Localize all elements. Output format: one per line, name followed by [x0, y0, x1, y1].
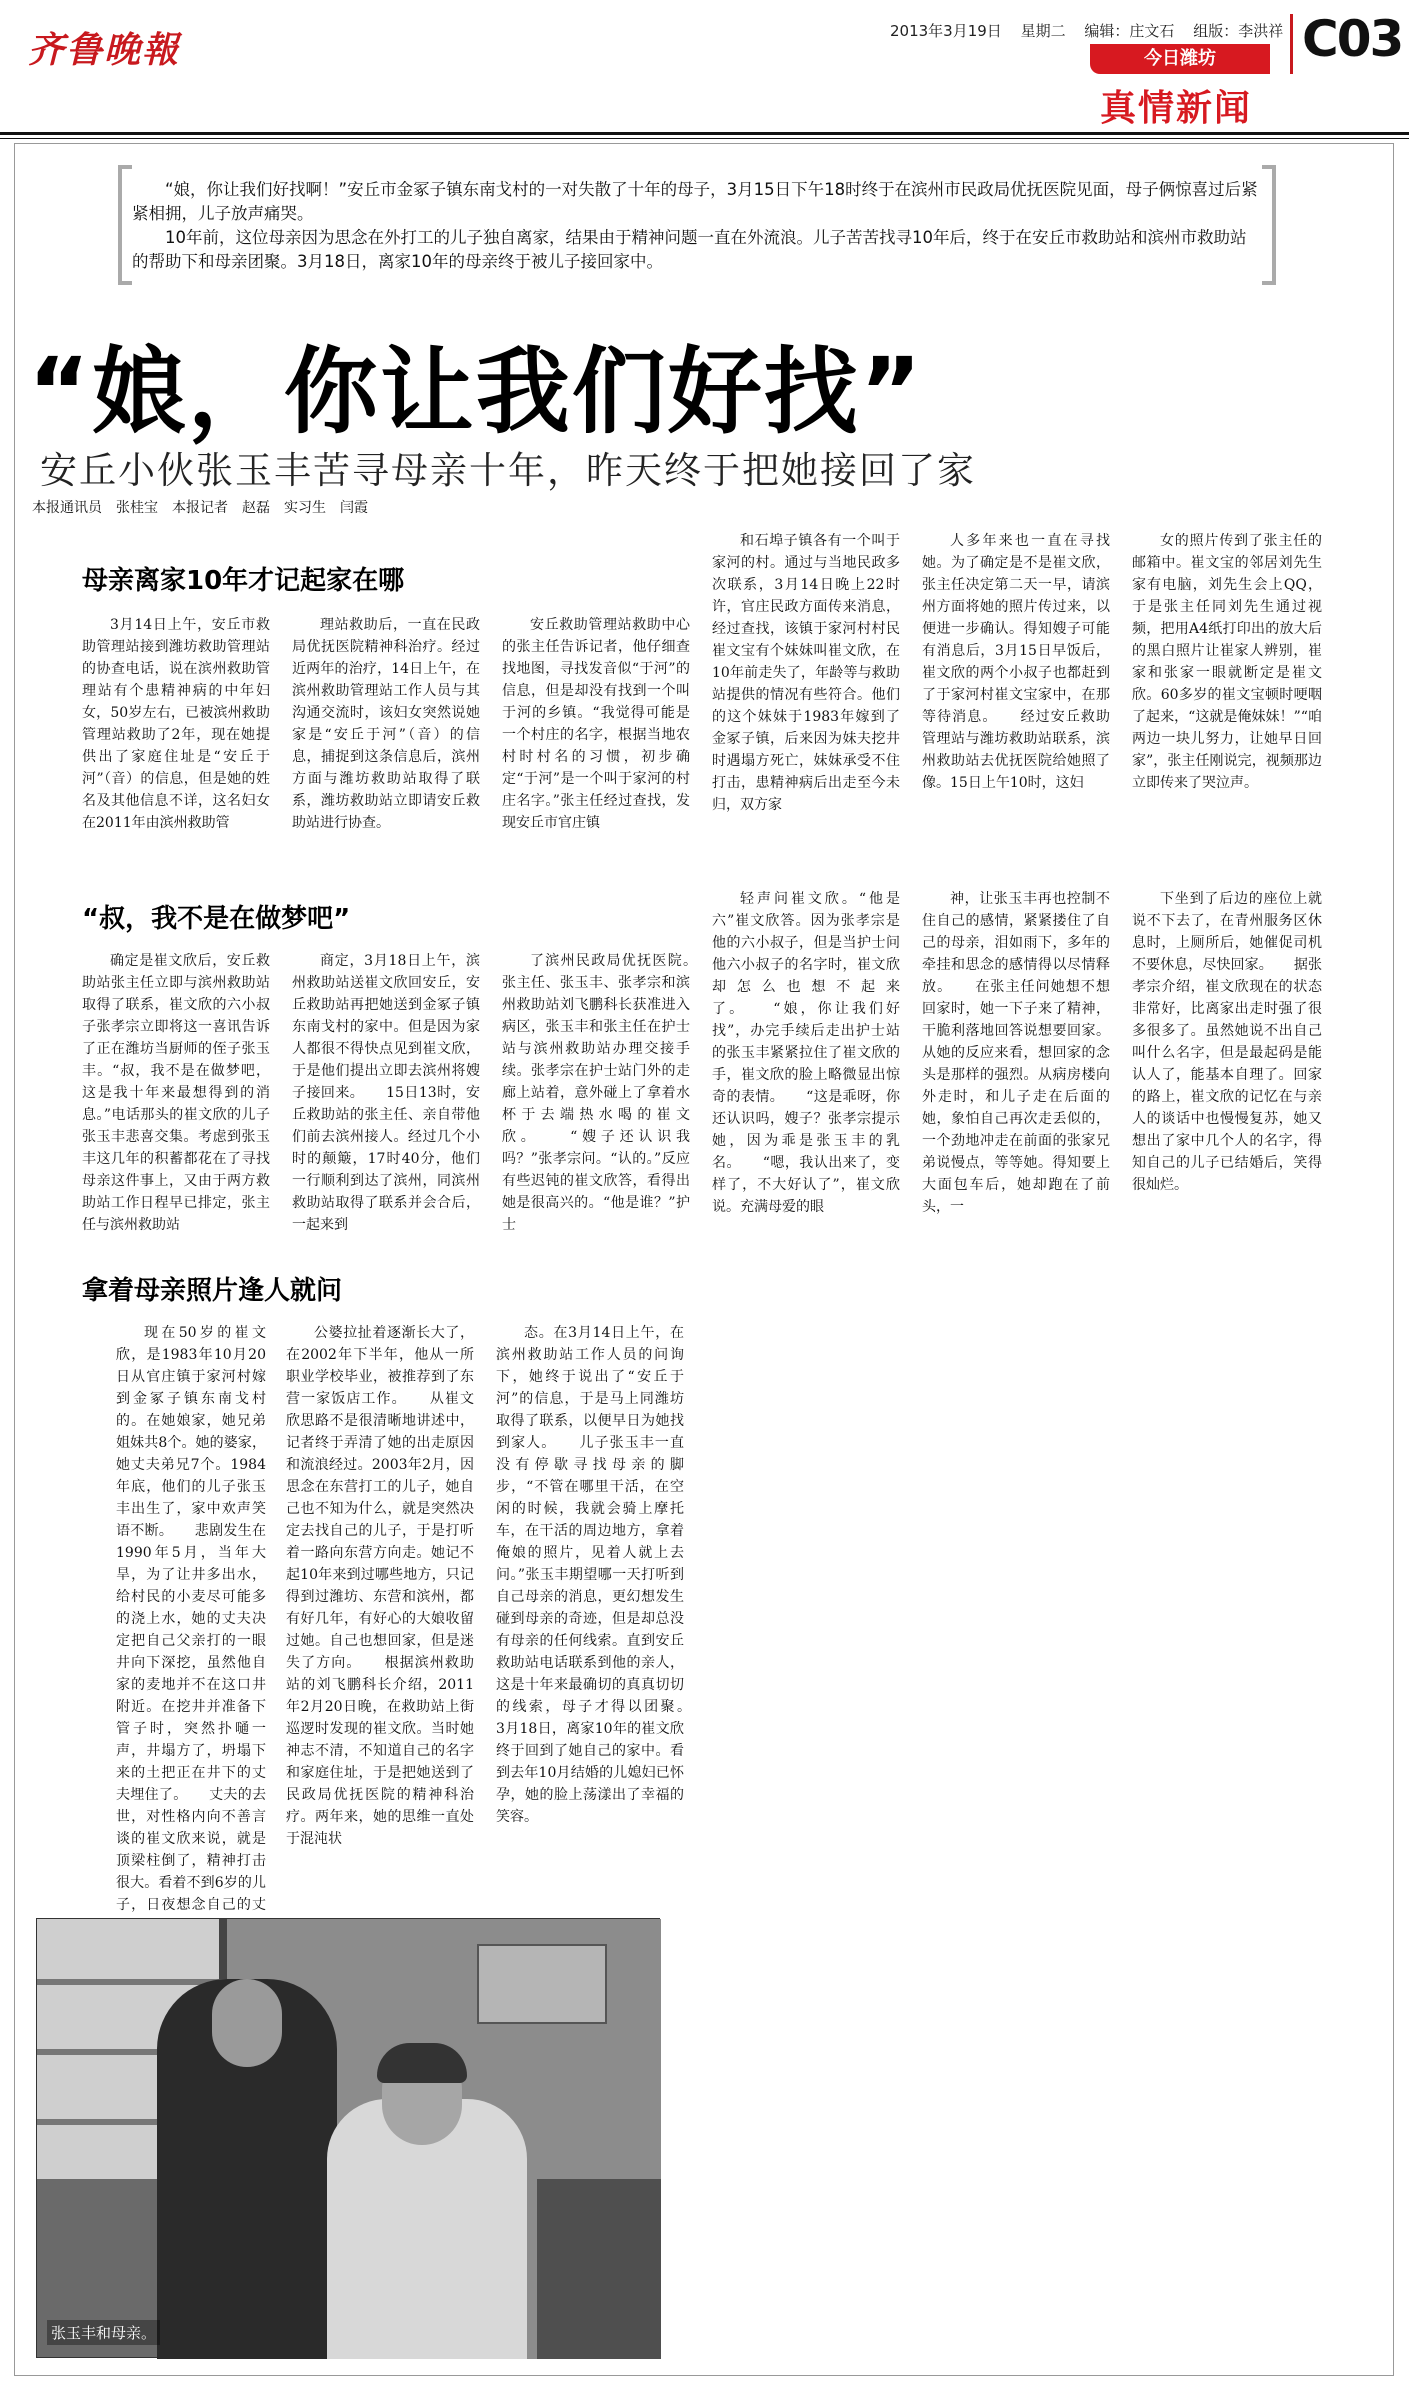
photo-mother-hair: [377, 2043, 467, 2083]
column-text: 安丘救助管理站救助中心的张主任告诉记者，他仔细查找地图，寻找发音似“于河”的信息，但是却没有找到一个叫于河的乡镇。“我觉得可能是一个村庄的名字，根据当地农村时村名的习惯，初步确定“于河”是一个叫于家河的村庄名字。”张主任经过查找，发现安丘市官庄镇: [502, 617, 690, 831]
article-column: [712, 530, 900, 878]
section-title-2: “叔，我不是在做梦吧”: [82, 904, 351, 934]
column-text: 现在50岁的崔文欣，是1983年10月20日从官庄镇于家河村嫁到金冢子镇东南戈村的。在她娘家，她兄弟姐妹共8个。她的婆家，她丈夫弟兄7个。1984年底，他们的儿子张玉丰出生了，家中欢声笑语不断。 悲剧发生在1990年5月，当年大旱，为了让井多出水，给村民的小麦尽可能多的浇上水，她的丈夫决定把自己父亲打的一眼井向下深挖，虽然他自家的麦地并不在这口井附近。在挖井并准备下管子时，突然扑嗵一声，井塌方了，坍塌下来的土把正在井下的丈夫埋住了。 丈夫的去世，对性格内向不善言谈的崔文欣来说，就是顶梁柱倒了，精神打击很大。看着不到6岁的儿子，日夜想念自己的丈: [116, 1325, 266, 1913]
column-text: 女的照片传到了张主任的邮箱中。崔文宝的邻居刘先生家有电脑，刘先生会上QQ，于是张主任同刘先生通过视频，把用A4纸打印出的放大后的黑白照片让崔家人辨别，崔家和张家一眼就断定是崔文欣。60多岁的崔文宝顿时哽咽了起来，“这就是俺妹妹！”“咱两边一块儿努力，让她早日回家”，张主任刚说完，视频那边立即传来了哭泣声。: [1132, 533, 1322, 791]
top-rule: [0, 132, 1409, 135]
column-text: 下坐到了后边的座位上就说不下去了，在青州服务区休息时，上厕所后，她催促司机不要休息，尽快回家。 据张孝宗介绍，崔文欣现在的状态非常好，比离家出走时强了很多很多了。虽然她说不出自己叫什么名字，但是最起码是能认人了，能基本自理了。回家的路上，崔文欣的记忆在与亲人的谈话中也慢慢复苏，她又想出了家中几个人的名字，得知自己的儿子已结婚后，笑得很灿烂。: [1132, 891, 1322, 1193]
top-rule-thin: [0, 138, 1409, 139]
article-column: [1132, 888, 1322, 1280]
column-text: 轻声问崔文欣。“他是六”崔文欣答。因为张孝宗是他的六小叔子，但是当护士问他六小叔子的名字时，崔文欣却怎么也想不起来了。 “娘，你让我们好找”，办完手续后走出护士站的张玉丰紧紧拉住了崔文欣的手，崔文欣的脸上略微显出惊奇的表情。 “这是乖呀，你还认识吗，嫂子？张孝宗提示她，因为乖是张玉丰的乳名。 “嗯，我认出来了，变样了，不大好认了”，崔文欣说。充满母爱的眼: [712, 891, 900, 1215]
lead-text-1: “娘，你让我们好找啊！”安丘市金冢子镇东南戈村的一对失散了十年的母子，3月15日下午18时终于在滨州市民政局优抚医院见面，母子俩惊喜过后紧紧相拥，儿子放声痛哭。: [132, 180, 1258, 223]
column-text: 理站救助后，一直在民政局优抚医院精神科治疗。经过近两年的治疗，14日上午，在滨州救助管理站工作人员与其沟通交流时，该妇女突然说她家是“安丘于河”（音）的信息，捕捉到这条信息后，滨州方面与潍坊救助站取得了联系，潍坊救助站立即请安丘救助站进行协查。: [292, 617, 480, 831]
section-title-1: 母亲离家10年才记起家在哪: [82, 566, 405, 596]
article-photo: [36, 1918, 660, 2358]
article-column: [922, 530, 1110, 878]
headline: “娘，你让我们好找”: [28, 338, 924, 447]
column-text: 商定，3月18日上午，滨州救助站送崔文欣回安丘，安丘救助站再把她送到金冢子镇东南戈村的家中。但是因为家人都很不得快点见到崔文欣，于是他们提出立即去滨州将嫂子接回来。 15日13时，安丘救助站的张主任、亲自带他们前去滨州接人。经过几个小时的颠簸，17时40分，他们一行顺利到达了滨州，同滨州救助站取得了联系并会合后，一起来到: [292, 953, 480, 1233]
photo-board: [477, 1944, 607, 2024]
column-text: 3月14日上午，安丘市救助管理站接到潍坊救助管理站的协查电话，说在滨州救助管理站有个患精神病的中年妇女，50岁左右，已被滨州救助管理站救助了2年，现在她提供出了家庭住址是“安丘于河”（音）的信息，但是她的姓名及其他信息不详，这名妇女在2011年由滨州救助管: [82, 617, 270, 831]
article-column: [292, 614, 480, 878]
column-text: 人多年来也一直在寻找她。为了确定是不是崔文欣，张主任决定第二天一早，请滨州方面将她的照片传过来，以便进一步确认。得知嫂子可能有消息后，3月15日早饭后，崔文欣的两个小叔子也都赶到了于家河村崔文宝家中，在那等待消息。 经过安丘救助管理站与潍坊救助站联系，滨州救助站去优抚医院给她照了像。15日上午10时，这妇: [922, 533, 1110, 791]
section-title-3: 拿着母亲照片逢人就问: [82, 1276, 343, 1306]
designer-credit: 组版：李洪祥: [1193, 22, 1284, 40]
column-text: 态。在3月14日上午，在滨州救助站工作人员的问询下，她终于说出了“安丘于河”的信息，于是马上同潍坊取得了联系，以便早日为她找到家人。 儿子张玉丰一直没有停歇寻找母亲的脚步，“不管在哪里干活，在空闲的时候，我就会骑上摩托车，在干活的周边地方，拿着俺娘的照片，见着人就上去问。”张玉丰期望哪一天打听到自己母亲的消息，更幻想发生碰到母亲的奇迹，但是却总没有母亲的任何线索。直到安丘救助站电话联系到他的亲人，这是十年来最确切的真真切切的线索，母子才得以团聚。 3月18日，离家10年的崔文欣终于回到了她自己的家中。看到去年10月结婚的儿媳妇已怀孕，她的脸上荡漾出了幸福的笑容。: [496, 1325, 712, 1825]
editor-credit: 编辑：庄文石: [1084, 22, 1175, 40]
photo-caption: 张玉丰和母亲。: [47, 2320, 160, 2345]
lead-bracket-left: [118, 165, 132, 285]
article-column: [286, 1322, 474, 1888]
column-text: 了滨州民政局优抚医院。 张主任、张玉丰、张孝宗和滨州救助站刘飞鹏科长获准进入病区，张玉丰和张主任在护士站与滨州救助站办理交接手续。张孝宗在护士站门外的走廊上站着，意外碰上了拿着水杯于去端热水喝的崔文欣。 “嫂子还认识我吗？”张孝宗问。“认的。”反应有些迟钝的崔文欣答，看得出她是很高兴的。“他是谁？”护士: [502, 953, 718, 1233]
article-column: [82, 950, 270, 1280]
article-column: [496, 1322, 712, 1888]
byline: 本报通讯员 张桂宝 本报记者 赵磊 实习生 闫霞: [32, 500, 368, 516]
article-column: [1132, 530, 1322, 878]
article-column: [502, 614, 690, 878]
photo-desk: [537, 2179, 661, 2359]
article-column: [922, 888, 1110, 1280]
newspaper-logo: 齐鲁晚報: [28, 29, 181, 71]
column-text: 公婆拉扯着逐渐长大了，在2002年下半年，他从一所职业学校毕业，被推荐到了东营一家饭店工作。 从崔文欣思路不是很清晰地讲述中，记者终于弄清了她的出走原因和流浪经过。2003年2月，因思念在东营打工的儿子，她自己也不知为什么，就是突然决定去找自己的儿子，于是打听着一路向东营方向走。她记不起10年来到过哪些地方，只记得到过潍坊、东营和滨州，都有好几年，有好心的大娘收留过她。自己也想回家，但是迷失了方向。 根据滨州救助站的刘飞鹏科长介绍，2011年2月20日晚，在救助站上街巡逻时发现的崔文欣。当时她神志不清，不知道自己的名字和家庭住址，于是把她送到了民政局优抚医院的精神科治疗。两年来，她的思维一直处于混沌状: [286, 1325, 474, 1847]
issue-date: 2013年3月19日: [890, 22, 1002, 40]
article-column: [116, 1322, 266, 1913]
lead-text-2: 10年前，这位母亲因为思念在外打工的儿子独自离家，结果由于精神问题一直在外流浪。儿子苦苦找寻10年后，终于在安丘市救助站和滨州市救助站的帮助下和母亲团聚。3月18日，离家10年的母亲终于被儿子接回家中。: [132, 228, 1247, 271]
article-column: [712, 888, 900, 1280]
subheadline: 安丘小伙张玉丰苦寻母亲十年，昨天终于把她接回了家: [40, 449, 976, 492]
article-column: [82, 614, 270, 878]
page-separator: [1290, 14, 1293, 74]
page-number: C03: [1302, 10, 1403, 68]
dateline: [890, 20, 1297, 41]
column-text: 和石埠子镇各有一个叫于家河的村。通过与当地民政多次联系，3月14日晚上22时许，官庄民政方面传来消息，经过查找，该镇于家河村村民崔文宝有个妹妹叫崔文欣，在10年前走失了，年龄等与救助站提供的情况有些符合。他们的这个妹妹于1983年嫁到了金冢子镇，后来因为妹夫挖井时遇塌方死亡，妹妹承受不住打击，患精神病后出走至今未归，双方家: [712, 533, 900, 813]
section-tag: 今日潍坊: [1090, 44, 1270, 74]
article-column: [502, 950, 718, 1280]
lead-paragraph: [132, 178, 1262, 274]
masthead: [0, 0, 1409, 130]
column-text: 确定是崔文欣后，安丘救助站张主任立即与滨州救助站取得了联系，崔文欣的六小叔子张孝宗立即将这一喜讯告诉了正在潍坊当厨师的侄子张玉丰。“叔，我不是在做梦吧，这是我十年来最想得到的消息。”电话那头的崔文欣的儿子张玉丰悲喜交集。考虑到张玉丰这几年的积蓄都花在了寻找母亲这件事上，又由于两方救助站工作日程早已排定，张主任与滨州救助站: [82, 953, 270, 1233]
issue-weekday: 星期二: [1020, 22, 1066, 40]
photo-son-head: [212, 1979, 282, 2067]
section-name: 真情新闻: [1100, 88, 1253, 129]
article-column: [292, 950, 480, 1280]
lead-bracket-right: [1262, 165, 1276, 285]
column-text: 神，让张玉丰再也控制不住自己的感情，紧紧搂住了自己的母亲，泪如雨下，多年的牵挂和思念的感情得以尽情释放。 在张主任问她想不想回家时，她一下子来了精神，干脆利落地回答说想要回家。从她的反应来看，想回家的念头是那样的强烈。从病房楼向外走时，和儿子走在后面的她，象怕自己再次走丢似的，一个劲地冲走在前面的张家兄弟说慢点，等等她。得知要上大面包车后，她却跑在了前头，一: [922, 891, 1110, 1215]
